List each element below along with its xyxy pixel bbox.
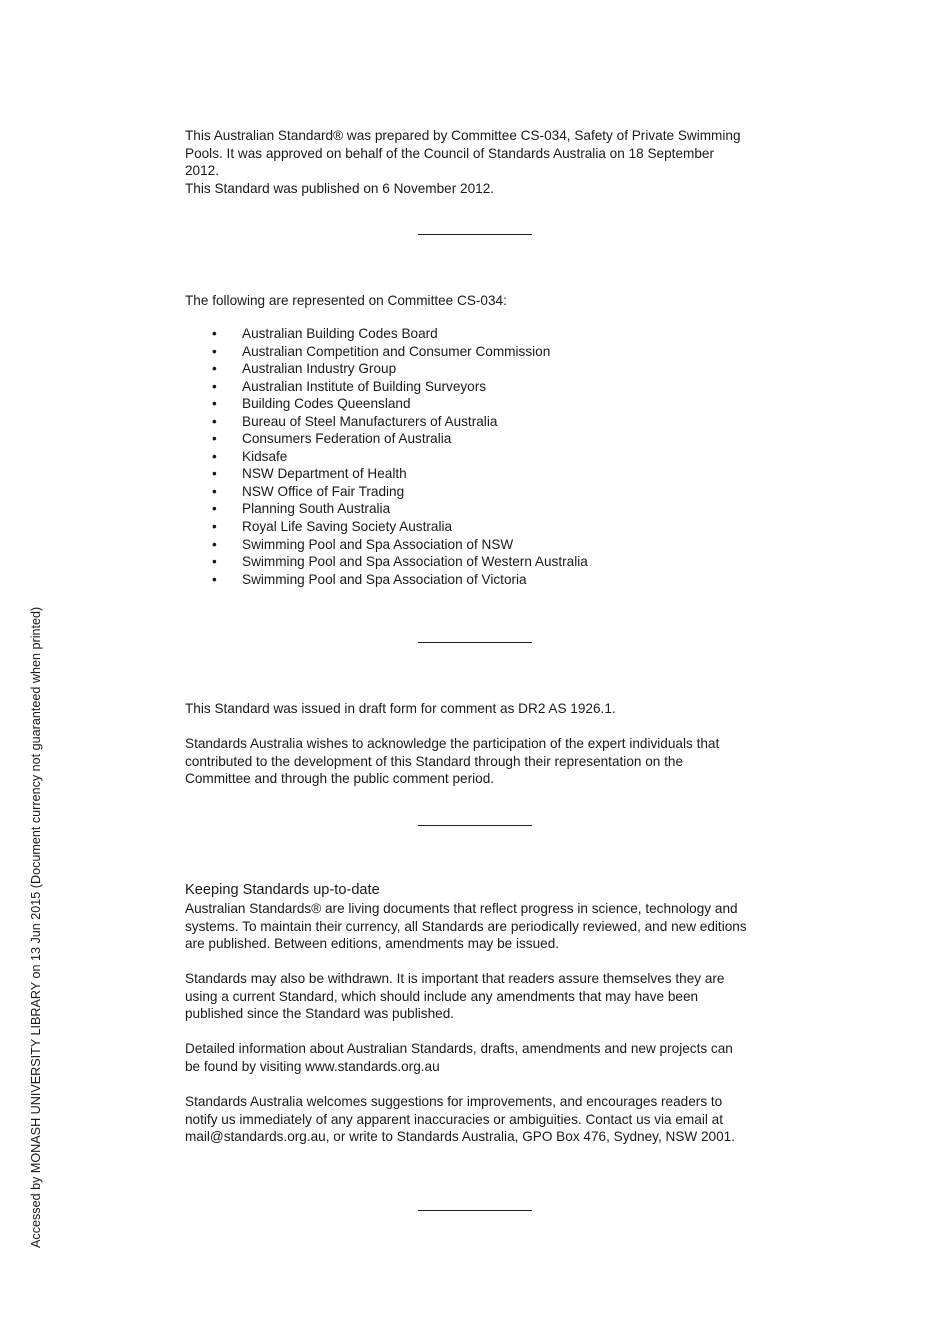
draft-statement: This Standard was issued in draft form for comment as DR2 AS 1926.1. [185,701,616,716]
list-item [185,413,588,431]
paragraph-line [185,1058,775,1076]
paragraph-line: using a current Standard, which should include any amendments that may have been [185,988,699,1004]
member-name: Planning South Australia [242,501,391,517]
publication-date-line: This Standard was published on 6 November 2012. [185,180,495,196]
list-item [185,430,588,448]
paragraph-line: are published. Between editions, amendments may be issued. [185,936,560,951]
list-item [185,360,588,378]
website-paragraph [185,1040,775,1075]
contact-paragraph [185,1093,775,1146]
bullet-icon: • [212,361,217,377]
bullet-icon: • [212,571,217,587]
list-item [185,536,588,554]
acknowledgement-line: contributed to the development of this Standard through their representation on the [185,753,684,769]
member-name: NSW Department of Health [242,466,407,482]
list-item [185,378,588,396]
bullet-icon: • [212,501,217,517]
bullet-icon: • [212,466,217,482]
preparation-line: Pools. It was approved on behalf of the Council of Standards Australia on 18 September [185,145,714,161]
committee-member-list [185,325,588,588]
bullet-icon: • [212,431,217,447]
paragraph-line: Australian Standards® are living documents that reflect progress in science, technology and [185,901,738,916]
bullet-icon: • [212,519,217,535]
paragraph-line: systems. To maintain their currency, all Standards are periodically reviewed, and new editions [185,918,747,934]
committee-intro: The following are represented on Committee CS-034: [185,293,507,308]
acknowledgement-line: Committee and through the public comment period. [185,771,495,786]
paragraph-line: Standards may also be withdrawn. It is important that readers assure themselves they are [185,971,725,986]
bullet-icon: • [212,396,217,412]
member-name: Royal Life Saving Society Australia [242,519,453,535]
preparation-line: 2012. [185,163,220,178]
list-item [185,553,588,571]
member-name: Kidsafe [242,448,288,464]
section-divider [418,642,532,643]
bullet-icon: • [212,483,217,499]
bullet-icon: • [212,554,217,570]
list-item [185,465,588,483]
contact-email-link[interactable]: mail@standards.org.au [185,1129,326,1144]
member-name: Swimming Pool and Spa Association of Victoria [242,571,527,587]
paragraph-line: Standards Australia welcomes suggestions for improvements, and encourages readers to [185,1094,723,1109]
list-item [185,500,588,518]
member-name: Building Codes Queensland [242,396,411,412]
access-notice: Accessed by MONASH UNIVERSITY LIBRARY on 13 Jun 2015 (Document currency not guaranteed when printed) [29,606,43,1248]
list-item [185,571,588,589]
section-divider [418,825,532,826]
paragraph-line: notify us immediately of any apparent inaccuracies or ambiguities. Contact us via email at [185,1111,723,1127]
bullet-icon: • [212,378,217,394]
bullet-icon: • [212,448,217,464]
preparation-statement [185,127,775,197]
member-name: Australian Industry Group [242,361,397,377]
member-name: Australian Institute of Building Surveyors [242,378,487,394]
bullet-icon: • [212,413,217,429]
list-item [185,343,588,361]
living-documents-paragraph [185,900,775,953]
section-divider [418,234,532,235]
paragraph-line: Detailed information about Australian Standards, drafts, amendments and new projects can [185,1041,733,1056]
member-name: Consumers Federation of Australia [242,431,452,447]
paragraph-line: published since the Standard was published. [185,1006,455,1021]
member-name: Swimming Pool and Spa Association of NSW [242,536,514,552]
paragraph-text: , or write to Standards Australia, GPO Box 476, Sydney, NSW 2001. [325,1129,736,1144]
paragraph-text: be found by visiting [185,1058,306,1074]
bullet-icon: • [212,326,217,341]
member-name: Australian Competition and Consumer Commission [242,343,551,359]
list-item [185,448,588,466]
list-item [185,518,588,536]
list-item [185,395,588,413]
preparation-line: This Australian Standard® was prepared by Committee CS-034, Safety of Private Swimming [185,128,741,143]
member-name: Australian Building Codes Board [242,326,438,341]
list-item [185,483,588,501]
acknowledgement-paragraph [185,735,775,788]
standards-website-link[interactable]: www.standards.org.au [305,1058,440,1074]
section-divider [418,1210,532,1211]
bullet-icon: • [212,536,217,552]
member-name: Swimming Pool and Spa Association of Western Australia [242,554,588,570]
bullet-icon: • [212,343,217,359]
keeping-standards-heading: Keeping Standards up-to-date [185,882,380,898]
acknowledgement-line: Standards Australia wishes to acknowledge the participation of the expert individuals that [185,736,720,751]
member-name: Bureau of Steel Manufacturers of Australia [242,413,498,429]
list-item [185,325,588,343]
paragraph-line [185,1128,775,1146]
member-name: NSW Office of Fair Trading [242,483,405,499]
withdrawal-paragraph [185,970,775,1023]
